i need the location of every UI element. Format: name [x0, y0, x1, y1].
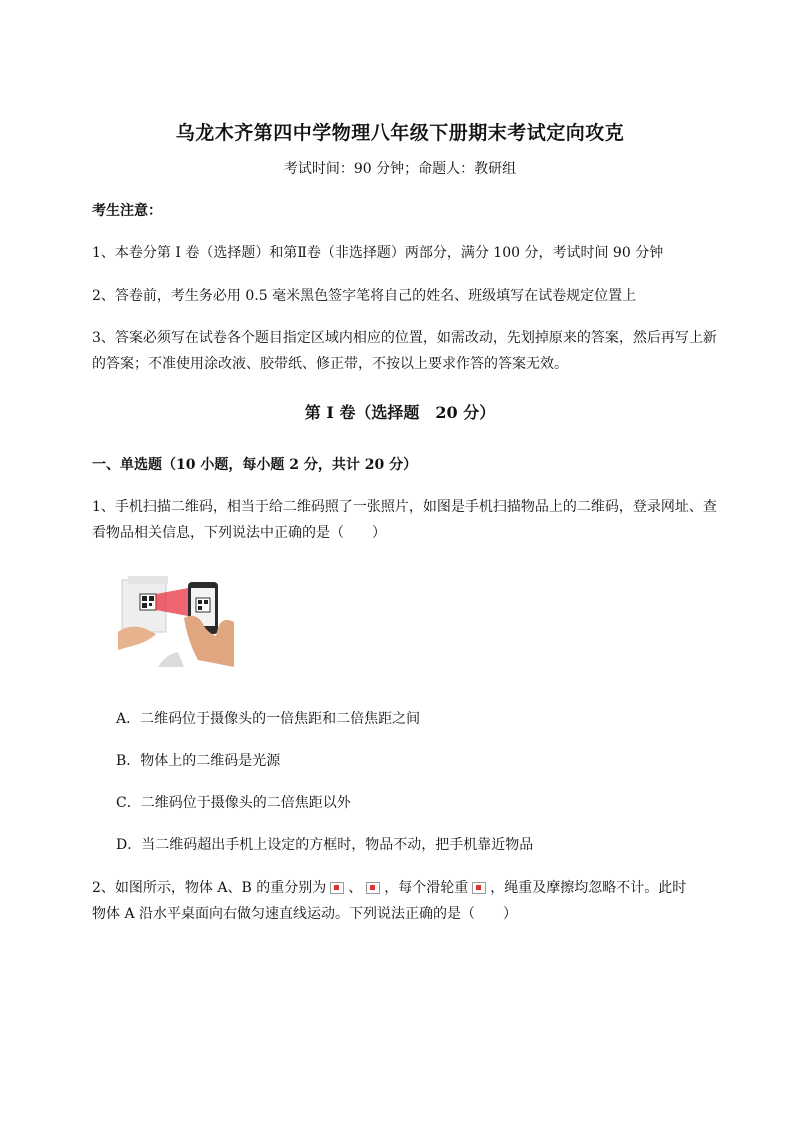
q1-option-d: D．当二维码超出手机上设定的方框时，物品不动，把手机靠近物品: [116, 837, 534, 853]
q1-option-a: A．二维码位于摄像头的一倍焦距和二倍焦距之间: [116, 711, 421, 727]
q2-text-part1: 2、如图所示，物体 A、B 的重分别为: [92, 880, 327, 896]
formula-image-icon: [366, 882, 380, 894]
question-1-stem: 1、手机扫描二维码，相当于给二维码照了一张照片，如图是手机扫描物品上的二维码，登录网址、查看物品相关信息，下列说法中正确的是（ ）: [92, 499, 717, 541]
section-title: 第 I 卷（选择题 20 分）: [304, 403, 496, 422]
notice-item-1: 1、本卷分第 I 卷（选择题）和第Ⅱ卷（非选择题）两部分，满分 100 分，考试时间 90 分钟: [92, 245, 664, 261]
question-2-line2: 物体 A 沿水平桌面向右做匀速直线运动。下列说法正确的是（ ）: [92, 906, 518, 922]
q1-option-b: B．物体上的二维码是光源: [116, 753, 281, 769]
notice-item-3: 3、答案必须写在试卷各个题目指定区域内相应的位置，如需改动，先划掉原来的答案，然后再写上新的答案；不准使用涂改液、胶带纸、修正带，不按以上要求作答的答案无效。: [92, 330, 717, 372]
part-heading: 一、单选题（10 小题，每小题 2 分，共计 20 分）: [92, 457, 418, 473]
q2-text-part3: ，绳重及摩擦均忽略不计。此时: [490, 880, 687, 896]
q2-text-part2: ，每个滑轮重: [384, 880, 469, 896]
page-title: 乌龙木齐第四中学物理八年级下册期末考试定向攻克: [175, 122, 625, 144]
q1-option-c: C．二维码位于摄像头的二倍焦距以外: [116, 795, 351, 811]
notice-heading: 考生注意：: [92, 203, 162, 219]
qr-scan-photo: [118, 572, 234, 667]
question-2-stem: [92, 875, 718, 901]
q2-separator: 、: [348, 880, 363, 896]
exam-info: 考试时间：90 分钟；命题人：教研组: [283, 161, 517, 177]
formula-image-icon: [472, 882, 486, 894]
notice-item-2: 2、答卷前，考生务必用 0.5 毫米黑色签字笔将自己的姓名、班级填写在试卷规定位置上: [92, 288, 637, 304]
formula-image-icon: [330, 882, 344, 894]
